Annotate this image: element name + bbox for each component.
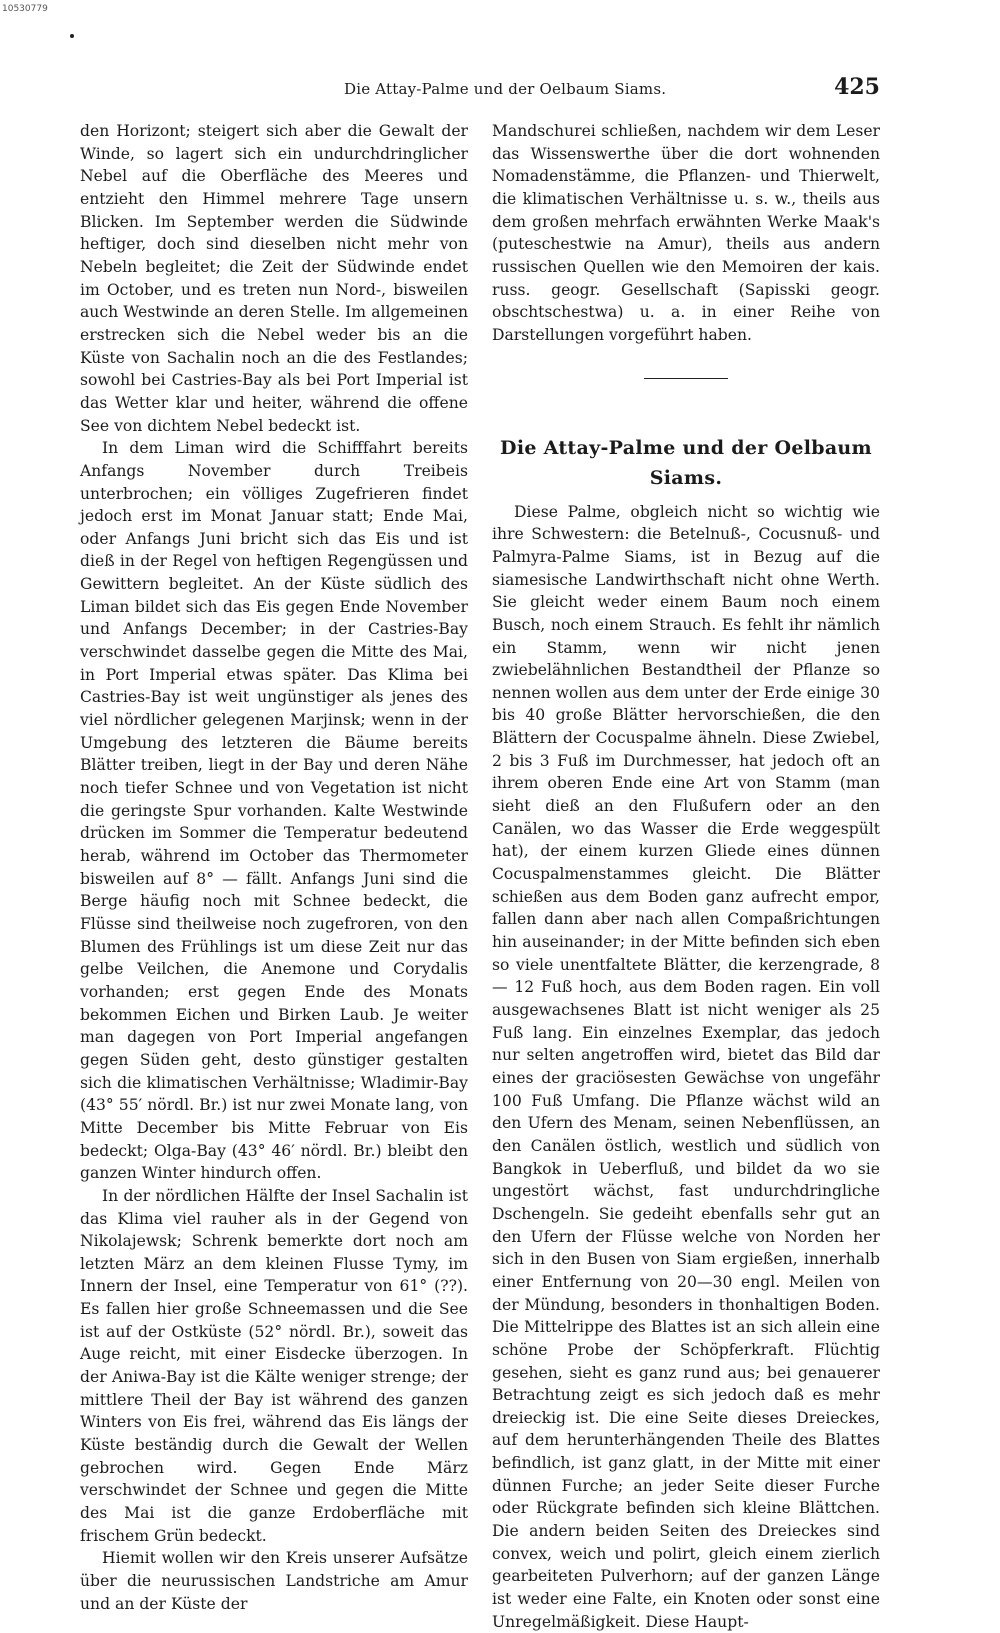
page-number: 425 bbox=[834, 74, 880, 100]
right-column bbox=[492, 120, 880, 1633]
section-divider bbox=[644, 378, 728, 379]
paragraph: In dem Liman wird die Schifffahrt bereits Anfangs November durch Treibeis unterbrochen; ein völliges Zugefrieren findet jedoch erst im Monat Januar statt; Ende Mai, oder Anfangs Juni bricht sich das Eis und ist dieß in der Regel von heftigen Regengüssen und Gewittern begleitet. An der Küste südlich des Liman bildet sich das Eis gegen Ende November und Anfangs December; in der Castries-Bay verschwindet dasselbe gegen die Mitte des Mai, in Port Imperial etwas später. Das Klima bei Castries-Bay ist weit ungünstiger als jenes des viel nördlicher gelegenen Marjinsk; wenn in der Umgebung des letzteren die Bäume bereits Blätter treiben, liegt in der Bay und deren Nähe noch tiefer Schnee und von Vegetation ist nicht die geringste Spur vorhanden. Kalte Westwinde drücken im Sommer die Temperatur bedeutend herab, während im October das Thermometer bisweilen auf 8° — fällt. Anfangs Juni sind die Berge häufig noch mit Schnee bedeckt, die Flüsse sind theilweise noch zugefroren, von den Blumen des Frühlings ist um diese Zeit nur das gelbe Veilchen, die Anemone und Corydalis vorhanden; erst gegen Ende des Monats bekommen Eichen und Birken Laub. Je weiter man dagegen von Port Imperial angefangen gegen Süden geht, desto günstiger gestalten sich die klimatischen Verhältnisse; Wladimir-Bay (43° 55′ nördl. Br.) ist nur zwei Monate lang, von Mitte December bis Mitte Februar von Eis bedeckt; Olga-Bay (43° 46′ nördl. Br.) bleibt den ganzen Winter hindurch offen. bbox=[80, 439, 468, 1183]
section-title: Die Attay-Palme und der Oelbaum Siams. bbox=[500, 436, 872, 489]
paragraph: den Horizont; steigert sich aber die Gewalt der Winde, so lagert sich ein undurchdringlicher Nebel auf die Oberfläche des Meeres und entzieht den Himmel mehrere Tage unsern Blicken. Im September werden die Südwinde heftiger, doch sind dieselben nicht mehr von Nebeln begleitet; die Zeit der Südwinde endet im October, und es treten nun Nord-, bisweilen auch Westwinde an deren Stelle. Im allgemeinen erstrecken sich die Nebel weder bis an die Küste von Sachalin noch an die des Festlandes; sowohl bei Castries-Bay als bei Port Imperial ist das Wetter klar und heiter, während die offene See von dichtem Nebel bedeckt ist. bbox=[80, 122, 468, 435]
page-header bbox=[60, 74, 880, 104]
paragraph: Diese Palme, obgleich nicht so wichtig wie ihre Schwestern: die Betelnuß-, Cocusnuß- und Palmyra-Palme Siams, ist in Bezug auf die siamesische Landwirthschaft nicht ohne Werth. Sie gleicht weder einem Baum noch einem Busch, noch einem Strauch. Es fehlt ihr nämlich ein Stamm, wenn wir nicht jenen zwiebelähnlichen Bestandtheil der Pflanze so nennen wollen aus dem unter der Erde einige 30 bis 40 große Blätter hervorschießen, die den Blättern der Cocuspalme ähneln. Diese Zwiebel, 2 bis 3 Fuß im Durchmesser, hat jedoch oft an ihrem oberen Ende eine Art von Stamm (man sieht dieß an den Flußufern oder an den Canälen, wo das Wasser die Erde weggespült hat), der einem kurzen Gliede eines dünnen Cocuspalmenstammes gleicht. Die Blätter schießen aus dem Boden ganz aufrecht empor, fallen dann aber nach allen Compaßrichtungen hin auseinander; in der Mitte befinden sich eben so viele unentfaltete Blätter, die kerzengrade, 8 — 12 Fuß hoch, aus dem Boden ragen. Ein voll ausgewachsenes Blatt ist nicht weniger als 25 Fuß lang. Ein einzelnes Exemplar, das jedoch nur selten angetroffen wird, bietet das Bild dar eines der graciösesten Gewächse von ungefähr 100 Fuß Umfang. Die Pflanze wächst wild an den Ufern des Menam, seinen Nebenflüssen, an den Canälen östlich, westlich und südlich von Bangkok in Ueberfluß, und bildet da wo sie ungestört wächst, fast undurchdringliche Dschengeln. Sie gedeiht ebenfalls sehr gut an den Ufern der Flüsse welche von Norden her sich in den Busen von Siam ergießen, innerhalb einer Entfernung von 20—30 engl. Meilen von der Mündung, besonders in thonhaltigen Boden. Die Mittelrippe des Blattes ist an sich allein eine schöne Probe der Schöpferkraft. Flüchtig gesehen, sieht es ganz rund aus; bei genauerer Betrachtung zeigt es sich jedoch daß es mehr dreieckig ist. Die eine Seite dieses Dreieckes, auf dem herunterhängenden Theile des Blattes befindlich, ist ganz glatt, in der Mitte mit einer dünnen Furche; an jeder Seite dieser Furche oder Rückgrate befinden sich kleine Blättchen. Die andern beiden Seiten des Dreieckes sind convex, weich und polirt, gleich einem zierlich gearbeiteten Pulverhorn; auf der ganzen Länge ist weder eine Falte, ein Knoten oder sonst eine Unregelmäßigkeit. Diese Haupt- bbox=[492, 502, 880, 1631]
paragraph: Hiemit wollen wir den Kreis unserer Aufsätze über die neurussischen Landstriche am Amur und an der Küste der bbox=[80, 1549, 468, 1613]
running-title: Die Attay-Palme und der Oelbaum Siams. bbox=[344, 80, 667, 98]
paragraph: In der nördlichen Hälfte der Insel Sachalin ist das Klima viel rauher als in der Gegend von Nikolajewsk; Schrenk bemerkte dort noch am letzten März an dem kleinen Flusse Tymy, im Innern der Insel, eine Temperatur von 61° (??). Es fallen hier große Schneemassen und die See ist auf der Ostküste (52° nördl. Br.), soweit das Auge reicht, mit einer Eisdecke überzogen. In der Aniwa-Bay ist die Kälte weniger strenge; der mittlere Theil der Bay ist während des ganzen Winters von Eis frei, während das Eis längs der Küste beständig durch die Gewalt der Wellen gebrochen wird. Gegen Ende März verschwindet der Schnee und gegen die Mitte des Mai ist die ganze Erdoberfläche mit frischem Grün bedeckt. bbox=[80, 1186, 468, 1545]
ink-speck bbox=[70, 34, 74, 38]
paragraph: Mandschurei schließen, nachdem wir dem Leser das Wissenswerthe über die dort wohnenden Nomadenstämme, die Pflanzen- und Thierwelt, die klimatischen Verhältnisse u. s. w., theils aus dem großen mehrfach erwähnten Werke Maak's (puteschestwie na Amur), theils aus andern russischen Quellen wie den Memoiren der kais. russ. geogr. Gesellschaft (Sapisski geogr. obschtschestwa) u. a. in einer Reihe von Darstellungen vorgeführt haben. bbox=[492, 122, 880, 344]
left-column bbox=[80, 120, 468, 1615]
scan-id-label: 10530779 bbox=[2, 4, 48, 14]
